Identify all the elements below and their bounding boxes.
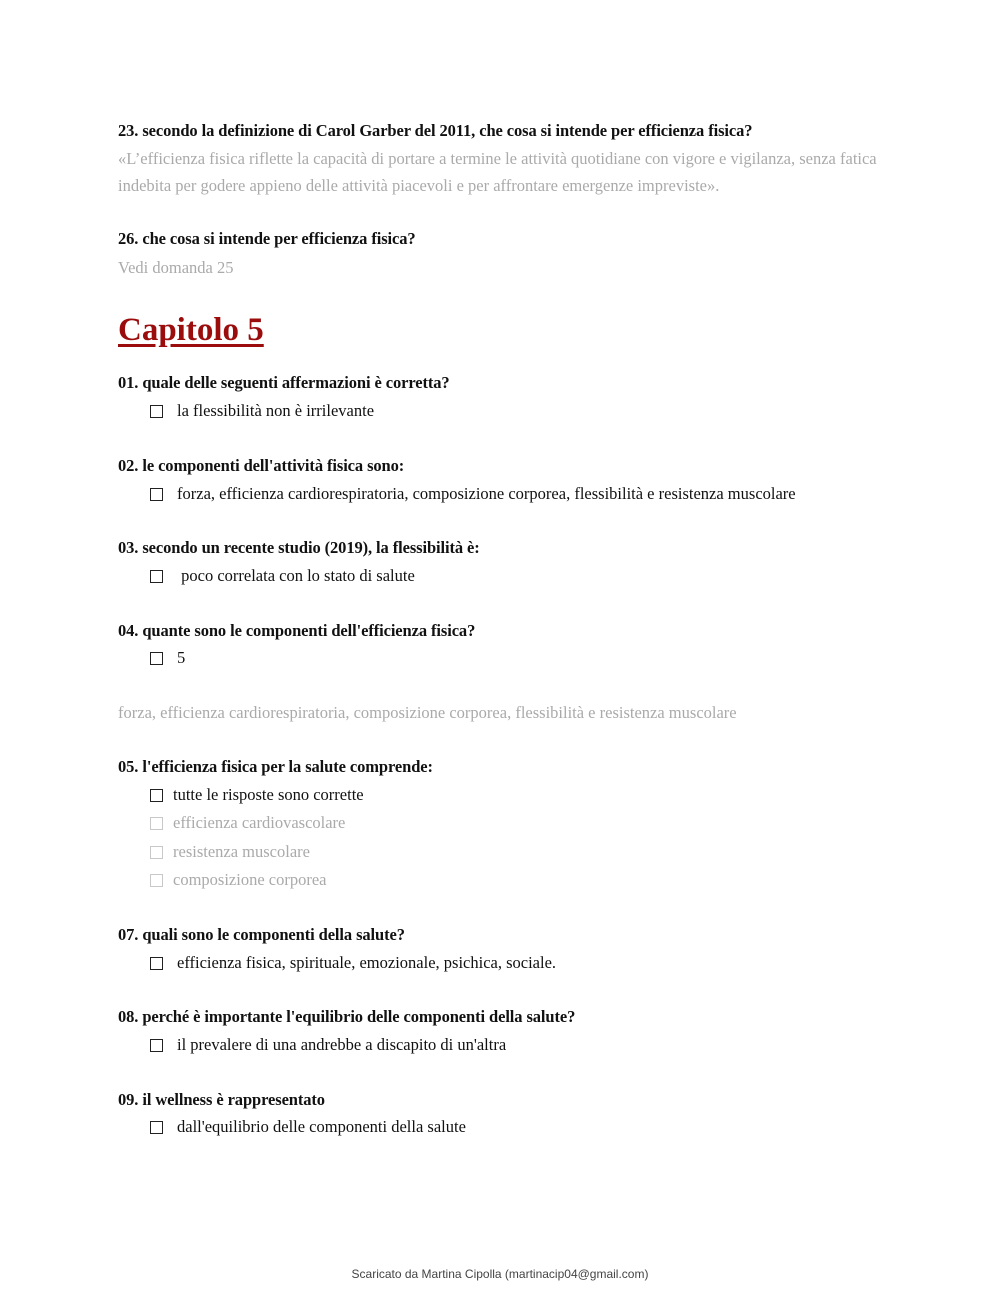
chapter-heading: Capitolo 5 (118, 312, 264, 348)
option-label: forza, efficienza cardiorespiratoria, composizione corporea, flessibilità e resistenza muscolare (177, 484, 796, 503)
option-label: tutte le risposte sono corrette (173, 785, 364, 804)
option-label: resistenza muscolare (173, 842, 310, 861)
option-label: poco correlata con lo stato di salute (177, 566, 415, 585)
note-04: forza, efficienza cardiorespiratoria, composizione corporea, flessibilità e resistenza muscolare (118, 703, 737, 722)
checkbox-icon[interactable] (150, 789, 163, 802)
checkbox-icon[interactable] (150, 488, 163, 501)
checkbox-icon[interactable] (150, 1121, 163, 1134)
option-label: 5 (177, 648, 186, 667)
option-05-c[interactable] (150, 842, 310, 862)
checkbox-icon[interactable] (150, 874, 163, 887)
option-label: il prevalere di una andrebbe a discapito di un'altra (177, 1035, 507, 1054)
question-07: 07. quali sono le componenti della salute? (118, 925, 405, 944)
option-02-a[interactable] (150, 484, 796, 504)
option-label: efficienza fisica, spirituale, emozionale, psichica, sociale. (177, 953, 557, 972)
question-09: 09. il wellness è rappresentato (118, 1090, 325, 1109)
answer-26: Vedi domanda 25 (118, 258, 234, 277)
answer-23: «L’efficienza fisica riflette la capacità di portare a termine le attività quotidiane con vigore e vigilanza, senza fatica indebita per godere appieno delle attività piacevoli e per affrontare emergenze impreviste». (118, 149, 877, 195)
question-26: 26. che cosa si intende per efficienza fisica? (118, 229, 416, 248)
checkbox-icon[interactable] (150, 1039, 163, 1052)
option-label: dall'equilibrio delle componenti della salute (177, 1117, 466, 1136)
option-label: composizione corporea (173, 870, 327, 889)
question-05: 05. l'efficienza fisica per la salute comprende: (118, 757, 433, 776)
question-23: 23. secondo la definizione di Carol Garber del 2011, che cosa si intende per efficienza fisica? (118, 121, 753, 140)
option-label: la flessibilità non è irrilevante (177, 401, 375, 420)
option-03-a[interactable] (150, 566, 415, 586)
checkbox-icon[interactable] (150, 957, 163, 970)
question-04: 04. quante sono le componenti dell'efficienza fisica? (118, 621, 476, 640)
option-05-a[interactable] (150, 785, 364, 805)
checkbox-icon[interactable] (150, 817, 163, 830)
question-03: 03. secondo un recente studio (2019), la flessibilità è: (118, 538, 480, 557)
option-label: efficienza cardiovascolare (173, 813, 346, 832)
option-09-a[interactable] (150, 1117, 466, 1137)
checkbox-icon[interactable] (150, 652, 163, 665)
option-05-b[interactable] (150, 813, 345, 833)
question-01: 01. quale delle seguenti affermazioni è corretta? (118, 373, 450, 392)
checkbox-icon[interactable] (150, 846, 163, 859)
checkbox-icon[interactable] (150, 570, 163, 583)
option-08-a[interactable] (150, 1035, 506, 1055)
question-08: 08. perché è importante l'equilibrio delle componenti della salute? (118, 1007, 576, 1026)
download-footer: Scaricato da Martina Cipolla (martinacip04@gmail.com) (351, 1267, 649, 1281)
checkbox-icon[interactable] (150, 405, 163, 418)
option-04-a[interactable] (150, 648, 185, 668)
option-07-a[interactable] (150, 953, 556, 973)
option-05-d[interactable] (150, 870, 326, 890)
option-01-a[interactable] (150, 401, 374, 421)
question-02: 02. le componenti dell'attività fisica sono: (118, 456, 405, 475)
